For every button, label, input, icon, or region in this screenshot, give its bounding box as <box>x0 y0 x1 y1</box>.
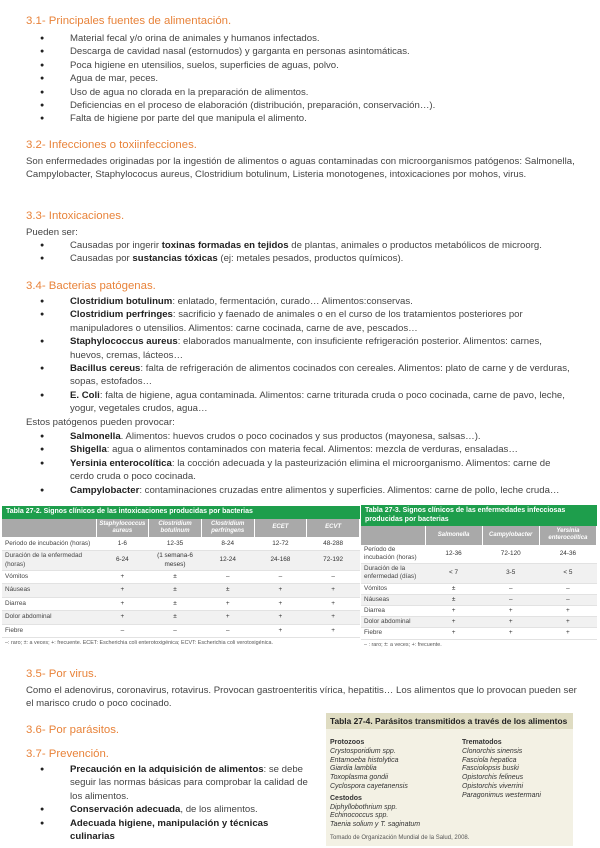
table-cell: 12-35 <box>149 537 202 551</box>
table-cell: < 5 <box>539 564 596 583</box>
list-intoxicaciones <box>40 239 542 266</box>
column-header: Clostridium botulinum <box>149 519 202 538</box>
table-27-2 <box>2 506 360 649</box>
table-cell: 12-72 <box>254 537 307 551</box>
column-header: Staphylococcus aureus <box>96 519 149 538</box>
list-item: ● Conservación adecuada, de los alimentos. <box>40 803 312 816</box>
parasite-name: Taenia solium y T. saginatum <box>330 821 421 829</box>
heading-virus: 3.5- Por virus. <box>26 668 97 680</box>
parasite-name: Giardia lamblia <box>330 765 377 773</box>
table-cell: + <box>254 624 307 638</box>
column-header: Clostridium perfringens <box>201 519 254 538</box>
table-footnote: –: raro; ±: a veces; +: frecuente. ECET: Escherichia coli enterotoxigénica; ECVT: Escherichia coli verotoxigénica. <box>5 640 273 647</box>
table-cell: – <box>482 583 539 594</box>
list-item: ● Deficiencias en el proceso de elaboración (distribución, preparación, conservación…). <box>40 99 435 112</box>
table-cell: + <box>307 611 360 625</box>
list-item: ● Clostridium botulinum: enlatado, fermentación, curado… Alimentos:conservas. <box>40 295 570 308</box>
parasite-name: Opistorchis felineus <box>462 774 524 782</box>
table-cell: + <box>539 617 596 628</box>
list-item: ● Uso de agua no clorada en la preparación de alimentos. <box>40 86 435 99</box>
bacteria-name: Staphylococcus aureus <box>70 336 178 348</box>
table-cell: + <box>307 584 360 598</box>
prevention-term: Conservación adecuada <box>70 804 181 816</box>
table-cell: + <box>96 597 149 611</box>
list-item: ● Material fecal y/o orina de animales y humanos infectados. <box>40 32 435 45</box>
heading-bacterias: 3.4- Bacterias patógenas. <box>26 280 156 292</box>
table-row <box>361 606 597 617</box>
parasite-name: Entamoeba histolytica <box>330 756 399 764</box>
table-cell: Duración de la enfermedad (horas) <box>2 551 96 570</box>
table-cell: 24-168 <box>254 551 307 570</box>
table-cell: + <box>482 606 539 617</box>
table-cell: – <box>149 624 202 638</box>
list-item: ● Descarga de cavidad nasal (estornudos) y garganta en personas asintomáticas. <box>40 45 435 58</box>
parasite-name: Crystosporidium spp. <box>330 747 396 755</box>
table-row <box>361 628 597 639</box>
parasite-name: Opistorchis viverrini <box>462 782 524 790</box>
table-row <box>2 624 360 638</box>
table-cell: ± <box>425 583 482 594</box>
table-27-3 <box>361 505 597 651</box>
table-cell: + <box>482 617 539 628</box>
parasite-name: Diphyllobothrium spp. <box>330 803 398 811</box>
table-cell: Dolor abdominal <box>361 617 425 628</box>
list-item: ● Salmonella. Alimentos: huevos crudos o poco cocinados y sus productos (mayonesa, salsas…). <box>40 430 570 443</box>
table-cell: 8-24 <box>201 537 254 551</box>
table-cell: + <box>307 597 360 611</box>
table-27-4 <box>326 713 573 846</box>
heading-fuentes: 3.1- Principales fuentes de alimentación. <box>26 15 232 27</box>
table-cell: ± <box>201 584 254 598</box>
table-cell: 72-192 <box>307 551 360 570</box>
table-cell: 3-5 <box>482 564 539 583</box>
table-cell: Vómitos <box>2 570 96 584</box>
parasite-name: Paragonimus westermani <box>462 791 541 799</box>
patogenos-intro: Estos patógenos pueden provocar: <box>26 417 175 428</box>
table-title: Tabla 27-2. Signos clínicos de las intoxicaciones producidas por bacterias <box>2 506 360 519</box>
table-cell: (1 semana-6 meses) <box>149 551 202 570</box>
table-cell: + <box>96 611 149 625</box>
heading-infecciones: 3.2- Infecciones o toxiinfecciones. <box>26 139 197 151</box>
table-title: Tabla 27-4. Parásitos transmitidos a través de los alimentos <box>326 713 573 729</box>
table-row <box>361 564 597 583</box>
bacteria-name: Bacillus cereus <box>70 363 141 375</box>
protozoos-column <box>330 739 420 830</box>
list-patogenos <box>40 430 570 497</box>
bacteria-name: Shigella <box>70 444 107 456</box>
table-cell: – <box>96 624 149 638</box>
column-heading: Protozoos <box>330 739 365 746</box>
parasite-name: Echinococcus spp. <box>330 812 389 820</box>
table-cell: – <box>307 570 360 584</box>
table-row <box>361 617 597 628</box>
paragraph-virus: Como el adenovirus, coronavirus, rotavirus. Provocan gastroenteritis vírica, hepatitis… Los alimentos que lo provocan pueden ser el marisco crudo o poco cocinado. <box>26 685 577 710</box>
table-cell: ± <box>149 611 202 625</box>
table-cell: Dolor abdominal <box>2 611 96 625</box>
table-cell: 12-24 <box>201 551 254 570</box>
table-cell: 24-36 <box>539 545 596 564</box>
list-item: ● Staphylococcus aureus: elaborados manualmente, con insuficiente refrigeración posterior. Alimentos: carnes, huevos, cremas, lácteos… <box>40 335 570 362</box>
list-item: ● Causadas por ingerir toxinas formadas en tejidos de plantas, animales o productos metabólicos de microorg. <box>40 239 542 252</box>
table-cell: Diarrea <box>2 597 96 611</box>
table-cell: – <box>201 570 254 584</box>
table-cell: – <box>482 594 539 605</box>
table-cell: + <box>425 617 482 628</box>
bacteria-name: Clostridium botulinum <box>70 296 173 307</box>
table-row <box>361 594 597 605</box>
parasite-name: Cyclospora cayetanensis <box>330 782 408 790</box>
list-item: ● Campylobacter: contaminaciones cruzadas entre alimentos y superficies. Alimentos: carne de pollo, leche cruda… <box>40 484 570 497</box>
table-cell: 6-24 <box>96 551 149 570</box>
list-item: ● Precaución en la adquisición de alimentos: se debe seguir las normas básicas para comprobar la calidad de los alimentos. <box>40 763 312 803</box>
table-row <box>2 537 360 551</box>
table-row <box>361 583 597 594</box>
parasite-name: Fasciolopsis buski <box>462 765 519 773</box>
heading-prevencion: 3.7- Prevención. <box>26 748 109 760</box>
column-header <box>361 526 425 545</box>
table-footnote: – : raro; ±: a veces; +: frecuente. <box>364 641 442 648</box>
table-cell: + <box>96 584 149 598</box>
list-item: ● Bacillus cereus: falta de refrigeración de alimentos cocinados con cereales. Alimentos: plato de carne y de verduras, sopas, estofados… <box>40 362 570 389</box>
trematodos-column <box>462 739 541 801</box>
bacteria-name: Salmonella <box>70 431 121 442</box>
table-row <box>2 551 360 570</box>
bacteria-name: Campylobacter <box>70 484 140 496</box>
table-cell: Período de incubación (horas) <box>361 545 425 564</box>
table-cell: 48-288 <box>307 537 360 551</box>
table-cell: 1-6 <box>96 537 149 551</box>
table-cell: + <box>254 597 307 611</box>
table-cell: + <box>254 584 307 598</box>
heading-intoxicaciones: 3.3- Intoxicaciones. <box>26 210 125 222</box>
intoxicaciones-intro: Pueden ser: <box>26 227 78 238</box>
table-row <box>361 545 597 564</box>
table-cell: < 7 <box>425 564 482 583</box>
table-cell: + <box>425 628 482 639</box>
parasite-name: Toxoplasma gondii <box>330 774 389 782</box>
list-item: ● Yersinia enterocolítica: la cocción adecuada y la pasteurización elimina el microorganismo. Alimentos: carne de cerdo cruda o poco cocinada. <box>40 457 570 484</box>
table-row <box>2 584 360 598</box>
prevention-term: Precaución en la adquisición de alimentos <box>70 764 264 775</box>
table-cell: – <box>254 570 307 584</box>
table-cell: Náuseas <box>2 584 96 598</box>
table-cell: ± <box>425 594 482 605</box>
table-row <box>2 611 360 625</box>
table-cell: + <box>307 624 360 638</box>
table-row <box>2 570 360 584</box>
bacteria-name: E. Coli <box>70 389 100 401</box>
column-header: ECVT <box>307 519 360 538</box>
bacteria-name: Yersinia enterocolítica <box>70 457 172 469</box>
list-bacterias <box>40 295 570 416</box>
table-cell: Fiebre <box>361 628 425 639</box>
table-cell: + <box>425 606 482 617</box>
bacteria-name: Clostridium perfringes <box>70 309 173 321</box>
paragraph-infecciones: Son enfermedades originadas por la ingestión de alimentos o aguas contaminadas con microorganismos patógenos: Salmonella, Campylobacter, Staphylococus aureus, Clostridium botulinum, Listeria monotogenes, intoxicaciones por mohos, virus. <box>26 156 575 181</box>
list-fuentes <box>40 32 435 126</box>
table-cell: + <box>201 597 254 611</box>
table-cell: Náuseas <box>361 594 425 605</box>
column-heading: Trematodos <box>462 739 502 746</box>
table-source: Tomado de Organización Mundial de la Salud, 2008. <box>330 835 470 841</box>
column-header <box>2 519 96 538</box>
table-cell: 72-120 <box>482 545 539 564</box>
table-cell: – <box>539 583 596 594</box>
parasite-name: Fasciola hepatica <box>462 756 517 764</box>
heading-parasitos: 3.6- Por parásitos. <box>26 724 120 736</box>
prevention-term: Adecuada higiene, manipulación y técnicas culinarias <box>70 817 269 843</box>
table-cell: Fiebre <box>2 624 96 638</box>
list-item <box>40 817 312 844</box>
table-row <box>2 597 360 611</box>
table-cell: + <box>482 628 539 639</box>
table-cell: ± <box>149 570 202 584</box>
list-item: ● Shigella: agua o alimentos contaminados con materia fecal. Alimentos: mezcla de verduras, ensaladas… <box>40 443 570 456</box>
table-cell: Vómitos <box>361 583 425 594</box>
list-item: ● Causadas por sustancias tóxicas (ej: metales pesados, productos químicos). <box>40 252 542 265</box>
table-cell: + <box>539 606 596 617</box>
table-title: Tabla 27-3. Signos clínicos de las enfermedades infecciosas producidas por bacterias <box>361 505 597 526</box>
column-header: Salmonella <box>425 526 482 545</box>
table-cell: + <box>201 611 254 625</box>
table-cell: Periodo de incubación (horas) <box>2 537 96 551</box>
column-header: Yersinia enterocolítica <box>539 526 596 545</box>
column-header: Campylobacter <box>482 526 539 545</box>
parasite-name: Clonorchis sinensis <box>462 747 523 755</box>
table-cell: ± <box>149 584 202 598</box>
table-cell: ± <box>149 597 202 611</box>
table-cell: + <box>96 570 149 584</box>
list-item: ● Poca higiene en utensilios, suelos, superficies de aguas, polvo. <box>40 59 435 72</box>
list-prevencion <box>40 763 312 843</box>
column-heading: Cestodos <box>330 794 362 802</box>
list-item: ● E. Coli: falta de higiene, agua contaminada. Alimentos: carne triturada cruda o poco cocinada, carne de pavo, leche, yogur, vegetales crudos, agua… <box>40 389 570 416</box>
table-cell: + <box>254 611 307 625</box>
list-item: ● Agua de mar, peces. <box>40 72 435 85</box>
list-item: ● Clostridium perfringes: sacrificio y faenado de animales o en el curso de los tratamientos posteriores por manipuladores o utensilios. Alimentos: carne cocinada, carne de ave, pescados… <box>40 308 570 335</box>
table-cell: – <box>201 624 254 638</box>
column-header: ECET <box>254 519 307 538</box>
table-cell: Diarrea <box>361 606 425 617</box>
table-cell: – <box>539 594 596 605</box>
table-cell: 12-36 <box>425 545 482 564</box>
list-item: ● Falta de higiene por parte del que manipula el alimento. <box>40 112 435 125</box>
table-cell: Duración de la enfermedad (días) <box>361 564 425 583</box>
table-cell: + <box>539 628 596 639</box>
